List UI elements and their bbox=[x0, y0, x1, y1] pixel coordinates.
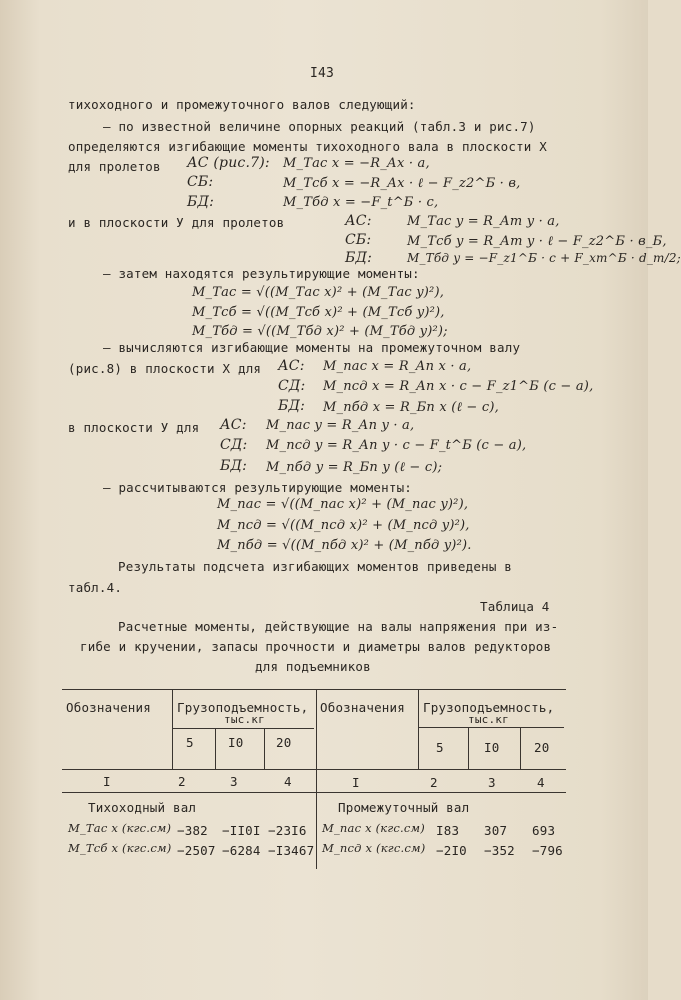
table-label: Таблица 4 bbox=[480, 599, 550, 614]
table-header-capacity-value: 5 bbox=[186, 735, 194, 750]
table-caption: гибе и кручении, запасы прочности и диаметры валов редукторов bbox=[80, 639, 552, 654]
formula: M_псд = √((M_псд x)² + (M_псд y)²), bbox=[217, 518, 470, 533]
table-rule bbox=[172, 689, 173, 769]
table-cell: I83 bbox=[436, 823, 460, 838]
formula: M_псд x = R_Ап x · c − F_z1^Б (c − a), bbox=[323, 379, 594, 394]
paragraph-step1: определяются изгибающие моменты тихоходного вала в плоскости Х bbox=[68, 139, 547, 154]
table-header-capacity-value: I0 bbox=[228, 735, 244, 750]
formula-span-label: СД: bbox=[278, 378, 306, 394]
formula-span-label: АС: bbox=[278, 358, 305, 374]
formula-span-label: БД: bbox=[220, 458, 247, 474]
table-column-number: 2 bbox=[430, 775, 438, 790]
table-column-number: 4 bbox=[537, 775, 545, 790]
formula: M_Тбд y = −F_z1^Б · c + F_xт^Б · d_m/2; bbox=[407, 251, 681, 265]
formula: M_Тсб = √((M_Тсб x)² + (M_Тсб y)²), bbox=[192, 305, 445, 320]
formula-span-label: СБ: bbox=[187, 174, 214, 190]
table-caption: для подъемников bbox=[255, 659, 371, 674]
formula-span-label: СБ: bbox=[345, 232, 372, 248]
table-rule bbox=[418, 727, 564, 728]
table-section-heading: Тихоходный вал bbox=[88, 800, 197, 815]
table-column-number: 3 bbox=[230, 774, 238, 789]
formula: M_Тсб x = −R_Ах · ℓ − F_z2^Б · в, bbox=[283, 176, 521, 191]
table-rule bbox=[62, 769, 566, 770]
table-section-heading: Промежуточный вал bbox=[338, 800, 470, 815]
formula-span-label: БД: bbox=[345, 250, 372, 266]
table-header-capacity: Грузоподъемность, bbox=[177, 700, 309, 715]
table-row-label: M_Тас x (кгс.см) bbox=[68, 821, 172, 835]
formula-span-label: АС: bbox=[220, 417, 247, 433]
table-header-capacity-value: 20 bbox=[276, 735, 292, 750]
formula: M_Тбд x = −F_t^Б · c, bbox=[283, 195, 439, 210]
table-rule bbox=[62, 689, 566, 690]
table-cell: 307 bbox=[484, 823, 508, 838]
table-rule bbox=[264, 728, 265, 769]
paragraph-plane-y: и в плоскости У для пролетов bbox=[68, 215, 285, 230]
table-cell: −6284 bbox=[222, 843, 261, 858]
table-rule bbox=[468, 727, 469, 769]
formula: M_Тбд = √((M_Тбд x)² + (M_Тбд y)²); bbox=[192, 324, 448, 339]
table-cell: −23I6 bbox=[268, 823, 307, 838]
table-header-units: тыс.кг bbox=[224, 713, 265, 726]
table-header-units: тыс.кг bbox=[468, 713, 509, 726]
table-column-number: 4 bbox=[284, 774, 292, 789]
table-column-number: 2 bbox=[178, 774, 186, 789]
table-rule bbox=[418, 689, 419, 769]
formula: M_пас y = R_Ап y · a, bbox=[266, 418, 415, 433]
table-column-number: I bbox=[352, 775, 360, 790]
formula: M_Тас = √((M_Тас x)² + (M_Тас y)²), bbox=[192, 285, 445, 300]
table-header-capacity: Грузоподъемность, bbox=[423, 700, 555, 715]
formula: M_пбд = √((M_пбд x)² + (M_пбд y)²). bbox=[217, 538, 472, 553]
formula: M_пбд y = R_Бп y (ℓ − c); bbox=[266, 460, 443, 475]
paragraph-results: табл.4. bbox=[68, 580, 123, 595]
paragraph-step2: – затем находятся результирующие моменты: bbox=[103, 266, 420, 281]
table-column-number: I bbox=[103, 774, 111, 789]
formula: M_Тас x = −R_Ах · a, bbox=[283, 156, 430, 171]
paragraph-intro: тихоходного и промежуточного валов следующий: bbox=[68, 97, 416, 112]
paragraph-step1: – по известной величине опорных реакций (табл.3 и рис.7) bbox=[103, 119, 536, 134]
table-header-designation: Обозначения bbox=[66, 700, 151, 715]
table-caption: Расчетные моменты, действующие на валы напряжения при из- bbox=[118, 619, 559, 634]
table-column-number: 3 bbox=[488, 775, 496, 790]
formula-span-label: АС: bbox=[345, 213, 372, 229]
table-cell: 693 bbox=[532, 823, 556, 838]
table-header-capacity-value: I0 bbox=[484, 740, 500, 755]
formula: M_Тсб y = R_Ат y · ℓ − F_z2^Б · в_Б, bbox=[407, 234, 667, 249]
formula-span-label: БД: bbox=[187, 194, 214, 210]
table-cell: −I3467 bbox=[268, 843, 315, 858]
table-row-label: M_псд x (кгс.см) bbox=[322, 841, 426, 855]
table-cell: −382 bbox=[177, 823, 208, 838]
page-number: I43 bbox=[310, 66, 335, 81]
formula: M_пас x = R_Ап x · a, bbox=[323, 359, 472, 374]
formula: M_пас = √((M_пас x)² + (M_пас y)²), bbox=[217, 497, 469, 512]
formula-span-label: БД: bbox=[278, 398, 305, 414]
table-rule bbox=[215, 728, 216, 769]
formula: M_Тас y = R_Ат y · a, bbox=[407, 214, 560, 229]
table-cell: −2I0 bbox=[436, 843, 467, 858]
table-cell: −796 bbox=[532, 843, 563, 858]
table-row-label: M_пас x (кгс.см) bbox=[322, 821, 425, 835]
paragraph-step3: (рис.8) в плоскости Х для bbox=[68, 361, 262, 376]
table-header-capacity-value: 20 bbox=[534, 740, 550, 755]
table-cell: −II0I bbox=[222, 823, 261, 838]
table-header-designation: Обозначения bbox=[320, 700, 405, 715]
formula-span-label: АС (рис.7): bbox=[187, 155, 270, 171]
table-rule bbox=[316, 689, 317, 869]
paragraph-plane-y: в плоскости У для bbox=[68, 420, 200, 435]
table-row-label: M_Тсб x (кгс.см) bbox=[68, 841, 172, 855]
table-rule bbox=[520, 727, 521, 769]
table-cell: −2507 bbox=[177, 843, 216, 858]
table-cell: −352 bbox=[484, 843, 515, 858]
table-rule bbox=[172, 728, 314, 729]
formula-span-label: СД: bbox=[220, 437, 248, 453]
formula: M_пбд x = R_Бп x (ℓ − c), bbox=[323, 400, 499, 415]
paragraph-step3: – вычисляются изгибающие моменты на промежуточном валу bbox=[103, 340, 521, 355]
paragraph-results: Результаты подсчета изгибающих моментов приведены в bbox=[118, 559, 513, 574]
table-header-capacity-value: 5 bbox=[436, 740, 444, 755]
paragraph-step1: для пролетов bbox=[68, 159, 161, 174]
formula: M_псд y = R_Ап y · c − F_t^Б (c − a), bbox=[266, 438, 527, 453]
table-rule bbox=[62, 792, 566, 793]
paragraph-step4: – рассчитываются результирующие моменты: bbox=[103, 480, 413, 495]
